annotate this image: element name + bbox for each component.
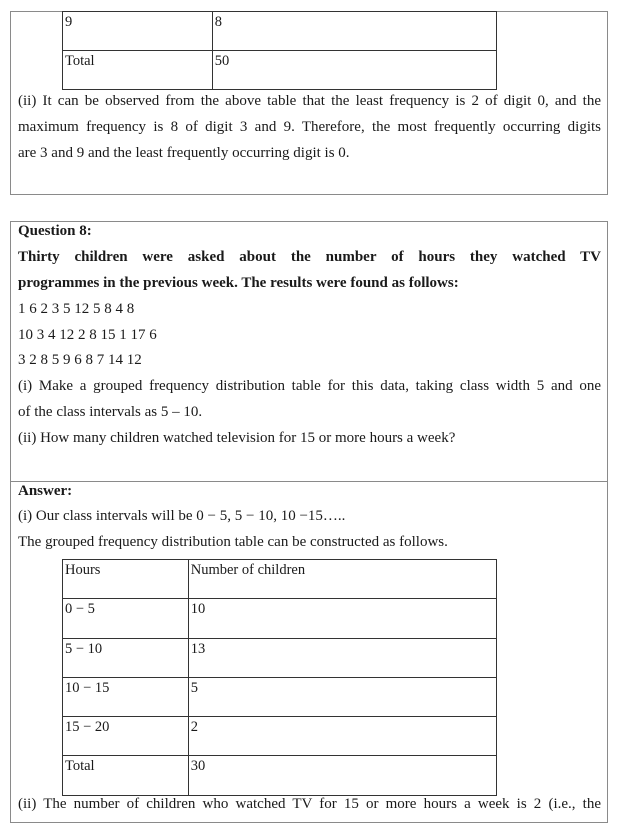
digit-frequency-table xyxy=(62,11,497,90)
part-i-line: (i) Make a grouped frequency distribution table for this data, taking class width 5 and one xyxy=(18,378,601,394)
table-row xyxy=(63,599,497,638)
table-cell: 5 − 10 xyxy=(63,638,189,677)
data-line: 1 6 2 3 5 12 5 8 4 8 xyxy=(18,301,135,317)
conclusion-line: maximum frequency is 8 of digit 3 and 9. Therefore, the most frequently occurring digits xyxy=(18,119,601,135)
table-cell: 8 xyxy=(212,12,496,51)
table-cell: 10 xyxy=(188,599,496,638)
table-row xyxy=(63,12,497,51)
question-heading: Question 8: xyxy=(18,223,92,239)
table-cell: Total xyxy=(63,51,213,90)
conclusion-line: are 3 and 9 and the least frequently occurring digit is 0. xyxy=(18,145,350,161)
table-cell: 5 xyxy=(188,677,496,716)
table-cell: 0 − 5 xyxy=(63,599,189,638)
table-header-cell: Hours xyxy=(63,560,189,599)
question-statement-line: Thirty children were asked about the number of hours they watched TV xyxy=(18,249,601,265)
previous-answer-box xyxy=(10,11,608,195)
answer-heading: Answer: xyxy=(18,483,73,499)
table-cell: 13 xyxy=(188,638,496,677)
table-cell: 2 xyxy=(188,717,496,756)
data-line: 3 2 8 5 9 6 8 7 14 12 xyxy=(18,352,142,368)
answer-line: The grouped frequency distribution table can be constructed as follows. xyxy=(18,534,448,550)
table-row xyxy=(63,638,497,677)
table-row xyxy=(63,677,497,716)
table-cell: 30 xyxy=(188,756,496,795)
table-header-row xyxy=(63,560,497,599)
table-row xyxy=(63,717,497,756)
table-row xyxy=(63,756,497,795)
part-i-line: of the class intervals as 5 – 10. xyxy=(18,404,203,420)
answer-line: (i) Our class intervals will be 0 − 5, 5 − 10, 10 −15….. xyxy=(18,508,346,524)
question-statement-line: programmes in the previous week. The results were found as follows: xyxy=(18,275,459,291)
table-cell: 9 xyxy=(63,12,213,51)
table-cell: 10 − 15 xyxy=(63,677,189,716)
table-cell: 15 − 20 xyxy=(63,717,189,756)
conclusion-line: (ii) It can be observed from the above table that the least frequency is 2 of digit 0, and the xyxy=(18,93,601,109)
part-ii-question: (ii) How many children watched television for 15 or more hours a week? xyxy=(18,430,456,446)
table-header-cell: Number of children xyxy=(188,560,496,599)
grouped-frequency-table xyxy=(62,559,497,796)
question-8-box xyxy=(10,221,608,823)
data-line: 10 3 4 12 2 8 15 1 17 6 xyxy=(18,327,157,343)
table-cell: Total xyxy=(63,756,189,795)
table-row xyxy=(63,51,497,90)
table-cell: 50 xyxy=(212,51,496,90)
answer-part-ii-line: (ii) The number of children who watched TV for 15 or more hours a week is 2 (i.e., the xyxy=(18,796,601,812)
